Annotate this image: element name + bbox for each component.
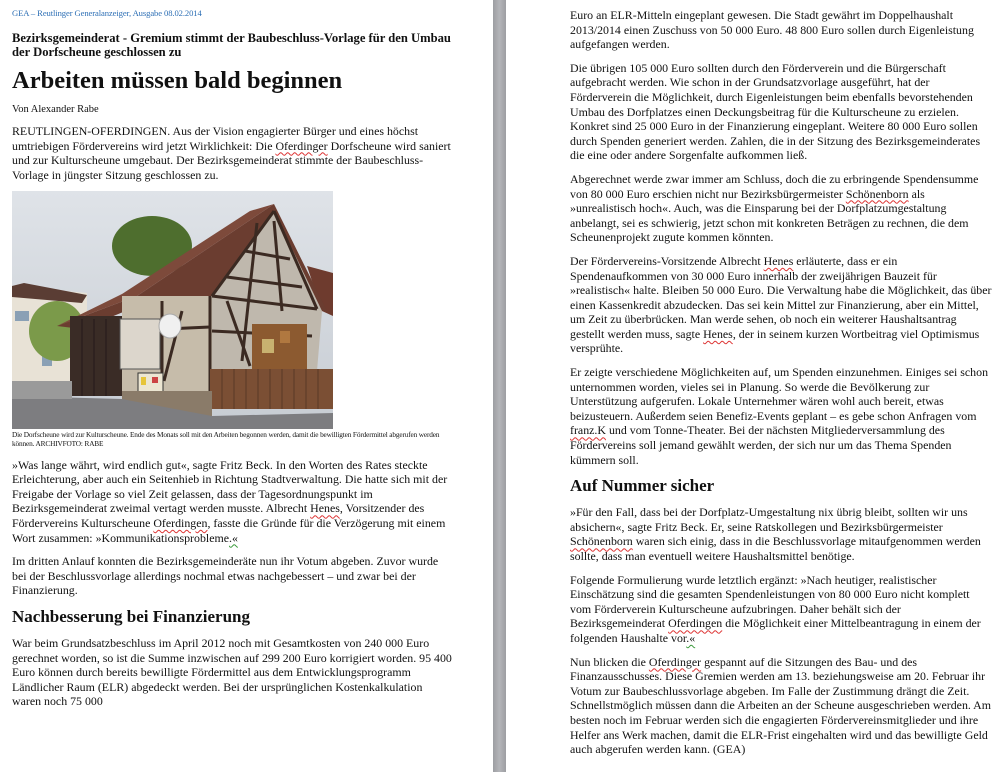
final-paragraph: Nun blicken die Oferdinger gespannt auf die Sitzungen des Bau- und des Finanzausschusses. Diese Gremien werden am 13. beziehungsweise am 20. Februar ihr Votum zur Baubeschlussvorlage abgeben. Im Falle der Zustimmung drängt die Zeit. Schnellstmöglich müssen dann die Arbeiten an der Scheune ausgeschrieben werden. Am besten noch im Februar werden sich die engagierten Fördervereinsmitglieder und ihre Helfer ans Werk machen, damit die ELR-Frist eingehalten wird und das bewilligte Geld auch abgerufen werden kann. (GEA) [570, 654, 992, 757]
barn-photo [12, 191, 333, 429]
beck-paragraph: »Für den Fall, dass bei der Dorfplatz-Umgestaltung nix übrig bleibt, sollten wir uns absichern«, sagte Fritz Beck. Er, seine Ratskollegen und Bezirksbürgermeister Schönenborn waren sich einig, dass in die Beschlussvorlage mitaufgenommen werden sollte, dass man eventuell weitere Haushaltsmittel benötige. [570, 505, 981, 563]
settlement-paragraph: Abgerechnet werde zwar immer am Schluss, doch die zu erbringende Spendensumme von 80 000 Euro erschien nicht nur Bezirksbürgermeister Schönenborn als »unrealistisch hoch«. Auch, was die Einsparung bei der Dorfplatzumgestaltung anbelangt, sei es schwierig, jetzt schon mit konkreten Beträgen zu rechnen, die dem Scheunenprojekt zugute kommen könnten. [570, 171, 979, 245]
spelling-mark[interactable]: franz.K [570, 423, 606, 438]
spelling-mark[interactable]: Oferdinger [648, 654, 702, 669]
photo-caption: Die Dorfscheune wird zur Kulturscheune. Ende des Monats soll mit den Arbeiten begonnen werden, damit die bewilligten Fördermittel abgerufen werden können. ARCHIVFOTO: RABE [12, 430, 440, 448]
continued-paragraph: Euro an ELR-Mitteln eingeplant gewesen. Die Stadt gewährt im Doppelhaushalt 2013/2014 einen Zuschuss von 50 000 Euro. 48 800 Euro sollen durch Eigenleistung aufgefangen werden. [570, 8, 974, 52]
quote-paragraph: »Was lange währt, wird endlich gut«, sagte Fritz Beck. In den Worten des Rates steckte Erleichterung, aber auch ein Seitenhieb in Richtung Stadtverwaltung. Die hatte sich mit der Freigabe der Vorlage so viel Zeit gelassen, dass der Tagesordnungspunkt im Bezirksgemeinderat zweimal vertagt werden musste. Albrecht Henes, Vorsitzender des Fördervereins Kulturscheune Oferdingen, fasste die Gründe für die Verzögerung mit einem Wort zusammen: »Kommunikationsprobleme.« [12, 457, 448, 545]
costs-paragraph: War beim Grundsatzbeschluss im April 2012 noch mit Gesamtkosten von 240 000 Euro gerechnet worden, so ist die Summe inzwischen auf 299 200 Euro korrigiert worden. 95 400 Euro können durch bereits bewilligte Fördermittel aus dem Entwicklungsprogramm Ländlicher Raum (ELR) abgedeckt werden. Bei der ursprünglichen Kostenkalkulation waren noch 75 000 [12, 635, 452, 709]
subheadline: Bezirksgemeinderat - Gremium stimmt der Baubeschluss-Vorlage für den Umbau der Dorfscheune geschlossen zu [12, 31, 451, 59]
spelling-mark[interactable]: Henes [310, 501, 340, 516]
spelling-mark[interactable]: Oferdingen [153, 515, 208, 530]
spelling-mark[interactable]: Schönenborn [845, 186, 909, 201]
spelling-mark[interactable]: Oferdingen [668, 616, 723, 631]
source-line: GEA – Reutlinger Generalanzeiger, Ausgabe 08.02.2014 [12, 8, 202, 18]
document-page-right [506, 0, 1000, 772]
headline: Arbeiten müssen bald beginnen [12, 67, 343, 94]
spelling-mark[interactable]: Henes [763, 253, 794, 268]
document-page-left [0, 0, 493, 772]
grammar-mark[interactable]: .« [686, 630, 696, 645]
intro-paragraph: REUTLINGEN-OFERDINGEN. Aus der Vision engagierter Bürger und eines höchst umtriebigen Fördervereins wird jetzt Wirklichkeit: Die Oferdinger Dorfscheune wird saniert und zur Kulturscheune umgebaut. Der Bezirksgemeinderat stimmte der Baubeschluss-Vorlage in jüngster Sitzung geschlossen zu. [12, 124, 451, 182]
spelling-mark[interactable]: Schönenborn [570, 534, 633, 549]
spelling-mark[interactable]: Oferdinger [275, 138, 328, 153]
third-attempt-paragraph: Im dritten Anlauf konnten die Bezirksgemeinderäte nun ihr Votum abgeben. Zuvor wurde bei der Beschlussvorlage allerdings nochmal etwas nachgebessert – und zwar bei der Finanzierung. [12, 554, 439, 598]
donations-paragraph: Er zeigte verschiedene Möglichkeiten auf, um Spenden einzunehmen. Einiges sei schon unternommen worden, vieles sei in Planung. So werde die Bevölkerung zur Unterstützung aufgerufen. Lokale Unternehmer wären wohl auch bereit, etwas beizusteuern. Außerdem seien Benefiz-Events geplant – es gebe schon Anfragen vom franz.K und vom Tonne-Theater. Bei der nächsten Mitgliederversammlung des Fördervereins soll jemand gewählt werden, der sich nur um das Thema Spenden kümmern soll. [570, 365, 989, 467]
section-heading-financing: Nachbesserung bei Finanzierung [12, 606, 251, 626]
page-gutter [493, 0, 506, 772]
henes-paragraph: Der Fördervereins-Vorsitzende Albrecht Henes erläuterte, dass er ein Spendenaufkommen von 30 000 Euro innerhalb der zweijährigen Bauzeit für »realistisch« halte. Bleiben 50 000 Euro. Die Verwaltung habe die Möglichkeit, das über einen Kassenkredit abzudecken. Das sei kein Mittel zur Finanzierung, aber ein Mittel, um Zeit zu überbrücken. Man werde sehen, ob noch ein weiterer Haushaltsantrag gestellt werden muss, sagte Henes, der in seinem kurzen Wortbeitrag viel Optimismus versprühte. [570, 253, 992, 356]
wording-paragraph: Folgende Formulierung wurde letztlich ergänzt: »Nach heutiger, realistischer Einschätzung sind die gesamten Spendenleistungen von 80 000 Euro nicht komplett vom Förderverein Kulturscheune aufzubringen. Daher behält sich der Bezirksgemeinderat Oferdingen die Möglichkeit einer Mittelbeantragung in einem der folgenden Haushalte vor.« [570, 572, 981, 645]
byline: Von Alexander Rabe [12, 104, 99, 115]
grammar-mark[interactable]: .« [229, 530, 238, 545]
spelling-mark[interactable]: Henes [703, 326, 733, 341]
section-heading-safety: Auf Nummer sicher [570, 476, 715, 496]
remaining-funds-paragraph: Die übrigen 105 000 Euro sollten durch den Förderverein und die Bürgerschaft aufgebracht werden. Wie schon in der Grundsatzvorlage ausgeführt, hat der Förderverein die Möglichkeit, durch Eigenleistungen beim ebenfalls bevorstehenden Umbau des Dorfplatzes einen Deckungsbeitrag für die Kulturscheune zu erzielen. Konkret sind 25 000 Euro in der Finanzierung eingeplant. Weitere 80 000 Euro sollen durch Spenden generiert werden. Zahlen, die in der Sitzung des Bezirksgemeinderates die eine oder andere Sorgenfalte aufkommen ließ. [570, 60, 981, 163]
